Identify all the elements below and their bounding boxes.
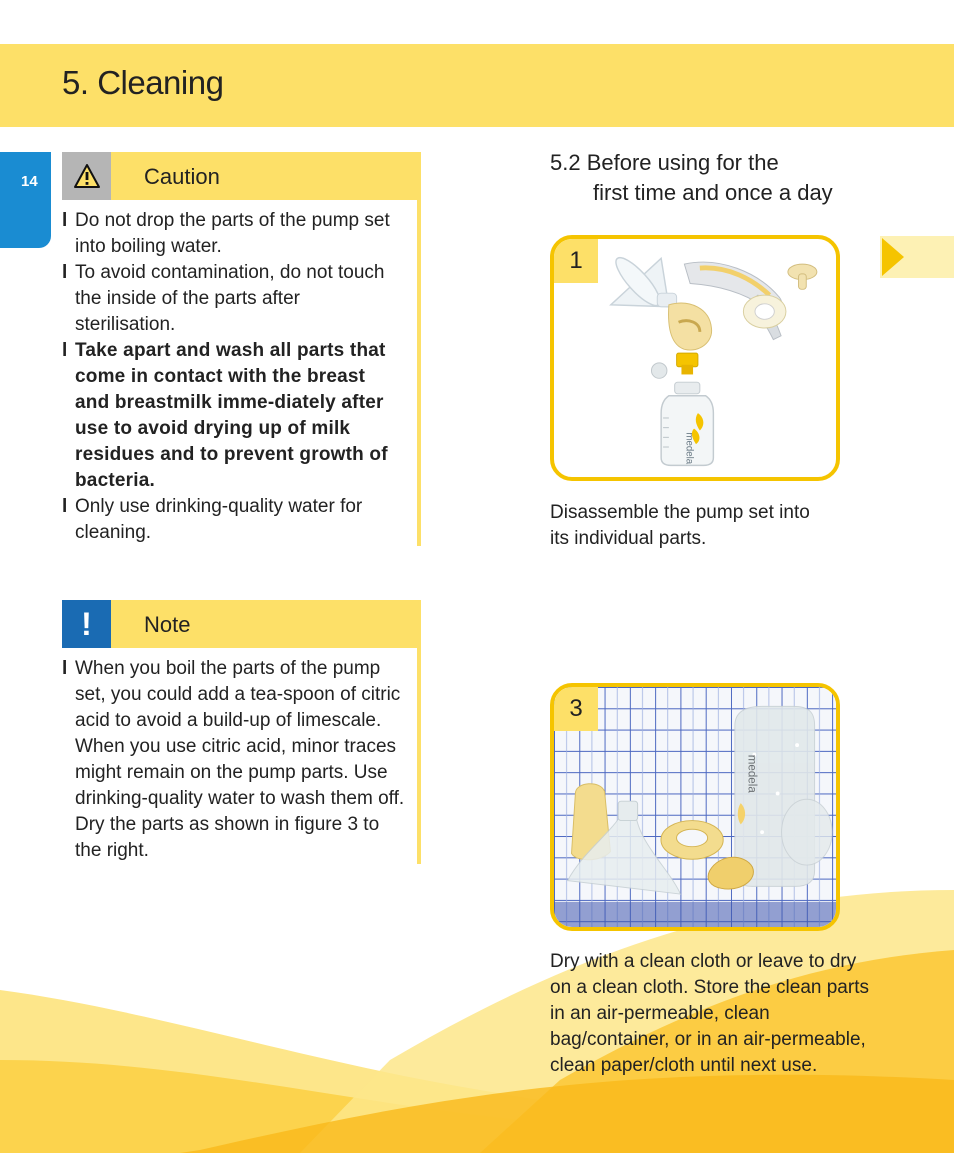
page-number: 14	[21, 173, 38, 190]
continue-arrow-icon	[882, 238, 904, 276]
figure-3-bottle-brand: medela	[745, 754, 759, 793]
figure-1-caption: Disassemble the pump set into its individual parts.	[550, 502, 810, 549]
caution-item: l To avoid contamination, do not touch the inside of the parts after sterilisation.	[62, 260, 405, 338]
caution-title: Caution	[144, 164, 220, 189]
figure-3-number: 3	[554, 687, 598, 731]
note-list	[62, 648, 421, 864]
note-item: l When you boil the parts of the pump set, you could add a tea-spoon of citric acid to avoid a build-up of limescale. When you use citric acid, minor traces might remain on the pump parts. Use drinking-quality water to wash them off. Dry the parts as shown in figure 3 to the right.	[62, 656, 405, 864]
note-header	[62, 600, 421, 648]
note-box	[62, 600, 421, 864]
exclamation-icon	[62, 600, 111, 648]
figure-1-bottle-brand: medela	[683, 432, 695, 465]
figure-3-caption: Dry with a clean cloth or leave to dry on a clean cloth. Store the clean parts in an air-permeable, clean bag/container, or in an air-permeable, clean paper/cloth until next use.	[550, 951, 869, 1076]
caution-item: l Do not drop the parts of the pump set into boiling water.	[62, 208, 405, 260]
figure-1	[550, 235, 840, 481]
page-tab	[0, 152, 51, 248]
warning-triangle-icon	[62, 152, 111, 200]
page-title: 5. Cleaning	[62, 64, 224, 101]
exclamation-glyph: !	[81, 606, 92, 642]
caution-item: l Take apart and wash all parts that come in contact with the breast and breastmilk imme-diately after use to avoid drying up of milk residues and to prevent growth of bacteria.	[62, 338, 405, 494]
note-title: Note	[144, 612, 191, 637]
caution-item: l Only use drinking-quality water for cleaning.	[62, 494, 405, 546]
caution-list	[62, 200, 421, 546]
figure-1-number: 1	[554, 239, 598, 283]
caution-box	[62, 152, 421, 546]
figure-3	[550, 683, 840, 931]
section-title-line1: 5.2 Before using for the	[550, 150, 779, 175]
caution-header	[62, 152, 421, 200]
section-title	[550, 148, 833, 208]
section-title-line2: first time and once a day	[593, 180, 833, 205]
